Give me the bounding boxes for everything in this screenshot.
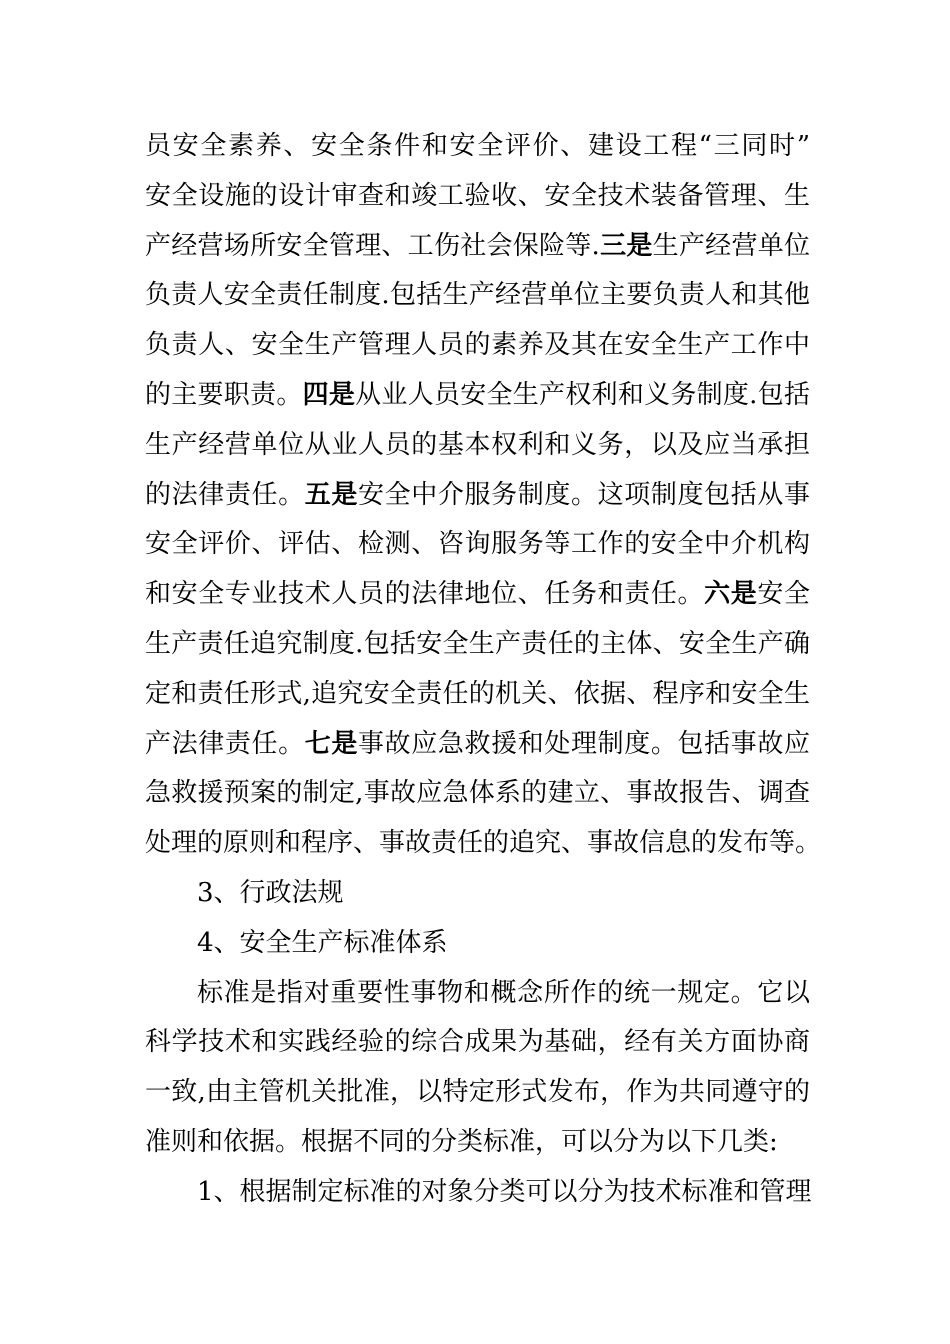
text-segment: 事故应急救援和处理制度。包括事故应: [358, 728, 810, 759]
text-segment: 标准是指对重要性事物和概念所作的统一规定。它以: [197, 977, 810, 1008]
text-segment: 负责人安全责任制度.包括生产经营单位主要负责人和其他: [145, 280, 810, 311]
text-line: [145, 1018, 810, 1068]
section-heading: [145, 869, 810, 919]
text-line: [145, 421, 810, 471]
text-segment: 员安全素养、安全条件和安全评价、建设工程“三同时”: [145, 131, 810, 161]
text-segment: 安全中介服务制度。这项制度包括从事: [358, 479, 810, 510]
text-segment: 处理的原则和程序、事故责任的追究、事故信息的发布等。: [145, 828, 822, 859]
bold-heading-marker: 七是: [304, 728, 358, 759]
text-line: [145, 172, 810, 222]
text-line: [145, 1068, 810, 1118]
text-segment: 定和责任形式,追究安全责任的机关、依据、程序和安全生: [145, 678, 810, 709]
bold-heading-marker: 五是: [304, 479, 358, 510]
text-line: [145, 520, 810, 570]
bold-heading-marker: 四是: [302, 379, 356, 410]
text-line: [145, 620, 810, 670]
text-segment: 负责人、安全生产管理人员的素养及其在安全生产工作中: [145, 330, 810, 361]
text-line: [145, 769, 810, 819]
text-segment: 的主要职责。: [145, 379, 303, 410]
document-body: [145, 122, 822, 1218]
text-segment: 1、根据制定标准的对象分类可以分为技术标准和管理: [197, 1176, 812, 1207]
text-line: [145, 969, 810, 1019]
text-line: [145, 471, 810, 521]
text-segment: 安全设施的设计审查和竣工验收、安全技术装备管理、生: [145, 180, 810, 211]
text-segment: 产法律责任。: [145, 728, 305, 759]
text-segment: 和安全专业技术人员的法律地位、任务和责任。: [145, 579, 705, 610]
text-segment: 科学技术和实践经验的综合成果为基础，经有关方面协商: [145, 1027, 810, 1058]
text-segment: 安全评价、评估、检测、咨询服务等工作的安全中介机构: [145, 529, 810, 560]
bold-heading-marker: 六是: [704, 579, 758, 610]
bold-heading-marker: 三是: [599, 230, 653, 261]
section-heading: [145, 919, 810, 969]
text-line: [145, 819, 822, 869]
text-segment: 准则和依据。根据不同的分类标准，可以分为以下几类:: [145, 1126, 778, 1157]
text-segment: 生产经营单位从业人员的基本权利和义务，以及应当承担: [145, 429, 810, 460]
text-segment: 一致,由主管机关批准，以特定形式发布，作为共同遵守的: [145, 1077, 810, 1108]
text-segment: 急救援预案的制定,事故应急体系的建立、事故报告、调查: [145, 778, 810, 809]
text-line: [145, 122, 810, 172]
text-segment: 生产责任追究制度.包括安全生产责任的主体、安全生产确: [145, 628, 810, 659]
text-line: [145, 1168, 810, 1218]
text-line: [145, 271, 810, 321]
text-segment: 产经营场所安全管理、工伤社会保险等.: [145, 230, 600, 261]
text-line: [145, 570, 810, 620]
text-segment: 的法律责任。: [145, 479, 305, 510]
text-line: [145, 222, 810, 272]
text-line: [145, 670, 810, 720]
text-line: [145, 720, 810, 770]
text-line: [145, 371, 810, 421]
text-segment: 3、行政法规: [197, 877, 344, 908]
text-segment: 生产经营单位: [652, 230, 810, 261]
text-segment: 从业人员安全生产权利和义务制度.包括: [355, 379, 810, 410]
text-line: [145, 321, 810, 371]
text-segment: 4、安全生产标准体系: [197, 927, 448, 958]
text-segment: 安全: [757, 579, 810, 610]
text-line: [145, 1118, 810, 1168]
